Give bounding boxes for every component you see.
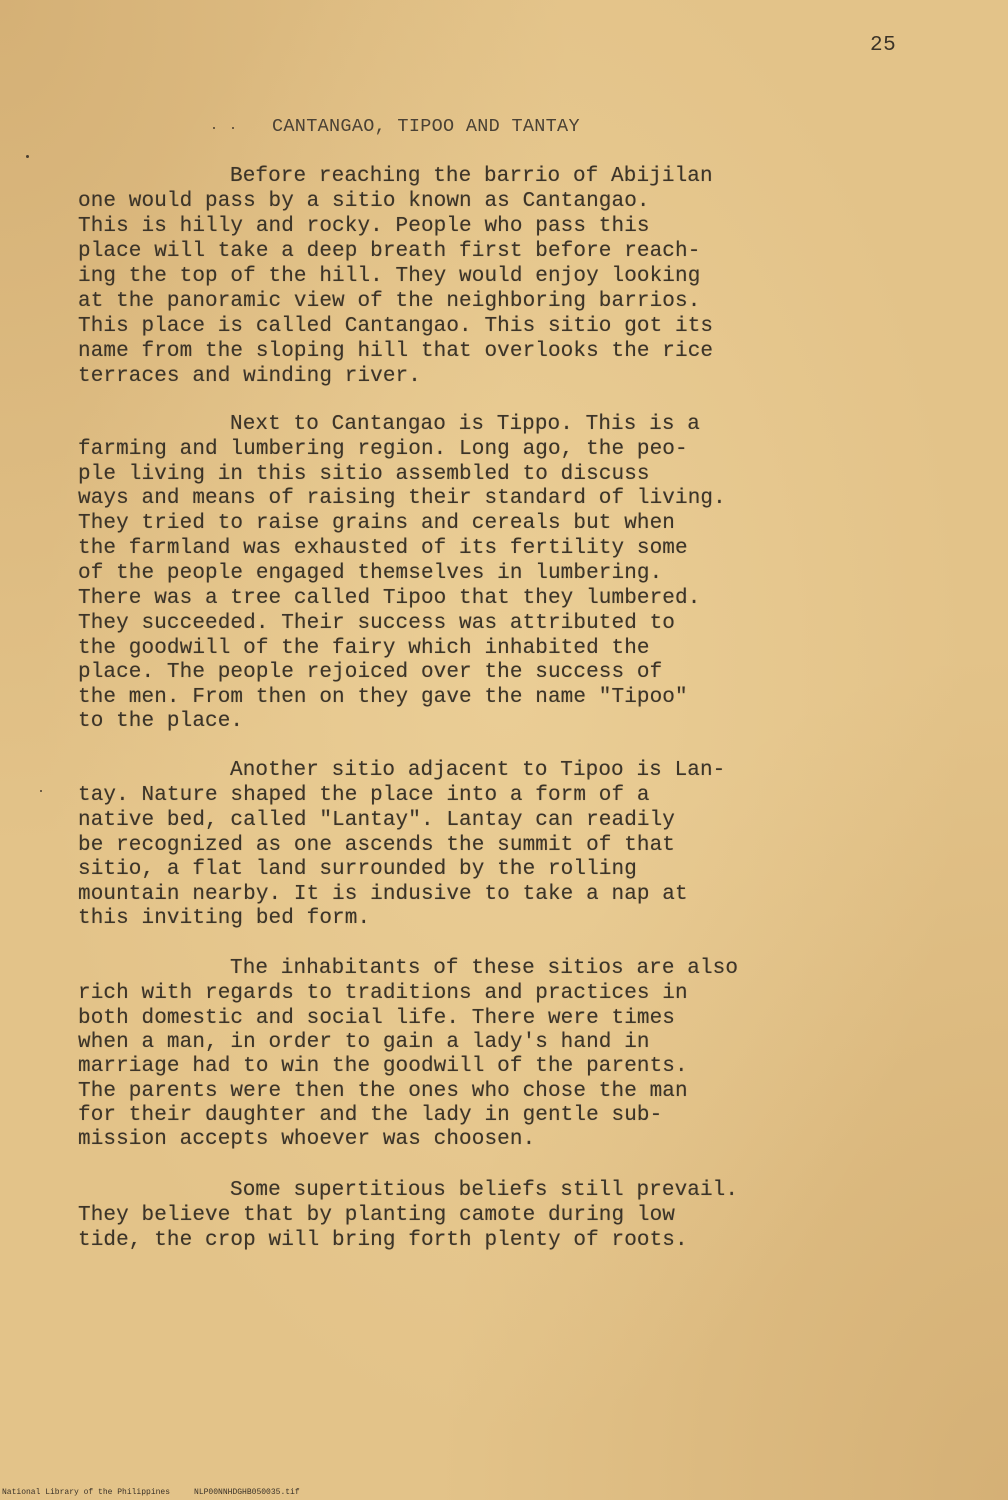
text-line: the men. From then on they gave the name "Tipoo" [78, 686, 688, 709]
text-line: They succeeded. Their success was attributed to [78, 612, 675, 635]
text-line: one would pass by a sitio known as Cantangao. [78, 190, 650, 213]
text-line: rich with regards to traditions and practices in [78, 982, 688, 1005]
text-line: This is hilly and rocky. People who pass this [78, 215, 650, 238]
text-line: Another sitio adjacent to Tipoo is Lan- [230, 759, 726, 782]
text-line: of the people engaged themselves in lumbering. [78, 562, 663, 585]
text-line: both domestic and social life. There were times [78, 1007, 675, 1030]
text-line: There was a tree called Tipoo that they lumbered. [78, 587, 701, 610]
text-line: terraces and winding river. [78, 365, 421, 388]
text-line: mountain nearby. It is indusive to take a nap at [78, 883, 688, 906]
page-title: CANTANGAO, TIPOO AND TANTAY [272, 116, 580, 137]
page-number: 25 [870, 34, 897, 57]
text-line: mission accepts whoever was choosen. [78, 1128, 536, 1151]
footer-note: National Library of the Philippines NLP00NNHDGHB050035.tif [2, 1488, 300, 1497]
paper-speck [213, 127, 215, 129]
text-line: They tried to raise grains and cereals but when [78, 512, 675, 535]
text-line: when a man, in order to gain a lady's hand in [78, 1031, 650, 1054]
paper-speck [26, 155, 29, 158]
text-line: sitio, a flat land surrounded by the rolling [78, 858, 637, 881]
text-line: The parents were then the ones who chose the man [78, 1080, 688, 1103]
text-line: native bed, called "Lantay". Lantay can readily [78, 809, 675, 832]
paper-speck [232, 127, 234, 129]
text-line: to the place. [78, 710, 244, 733]
text-line: tide, the crop will bring forth plenty of roots. [78, 1229, 688, 1252]
text-line: farming and lumbering region. Long ago, the peo- [78, 438, 688, 461]
text-line: for their daughter and the lady in gentle sub- [78, 1104, 663, 1127]
text-line: name from the sloping hill that overlooks the rice [78, 340, 714, 363]
text-line: Before reaching the barrio of Abijilan [230, 165, 713, 188]
paper-speck [40, 790, 42, 792]
text-line: at the panoramic view of the neighboring barrios. [78, 290, 701, 313]
text-line: ways and means of raising their standard of living. [78, 487, 726, 510]
text-line: place will take a deep breath first before reach- [78, 240, 701, 263]
text-line: marriage had to win the goodwill of the parents. [78, 1055, 688, 1078]
text-line: Some supertitious beliefs still prevail. [230, 1179, 739, 1202]
text-line: tay. Nature shaped the place into a form of a [78, 784, 650, 807]
text-line: This place is called Cantangao. This sitio got its [78, 315, 714, 338]
text-line: They believe that by planting camote during low [78, 1204, 675, 1227]
text-line: The inhabitants of these sitios are also [230, 957, 739, 980]
text-line: ple living in this sitio assembled to discuss [78, 463, 650, 486]
text-line: be recognized as one ascends the summit of that [78, 834, 675, 857]
text-line: the goodwill of the fairy which inhabited the [78, 637, 650, 660]
text-line: the farmland was exhausted of its fertility some [78, 537, 688, 560]
text-line: Next to Cantangao is Tippo. This is a [230, 413, 700, 436]
text-line: ing the top of the hill. They would enjoy looking [78, 265, 701, 288]
text-line: place. The people rejoiced over the success of [78, 661, 663, 684]
text-line: this inviting bed form. [78, 907, 371, 930]
